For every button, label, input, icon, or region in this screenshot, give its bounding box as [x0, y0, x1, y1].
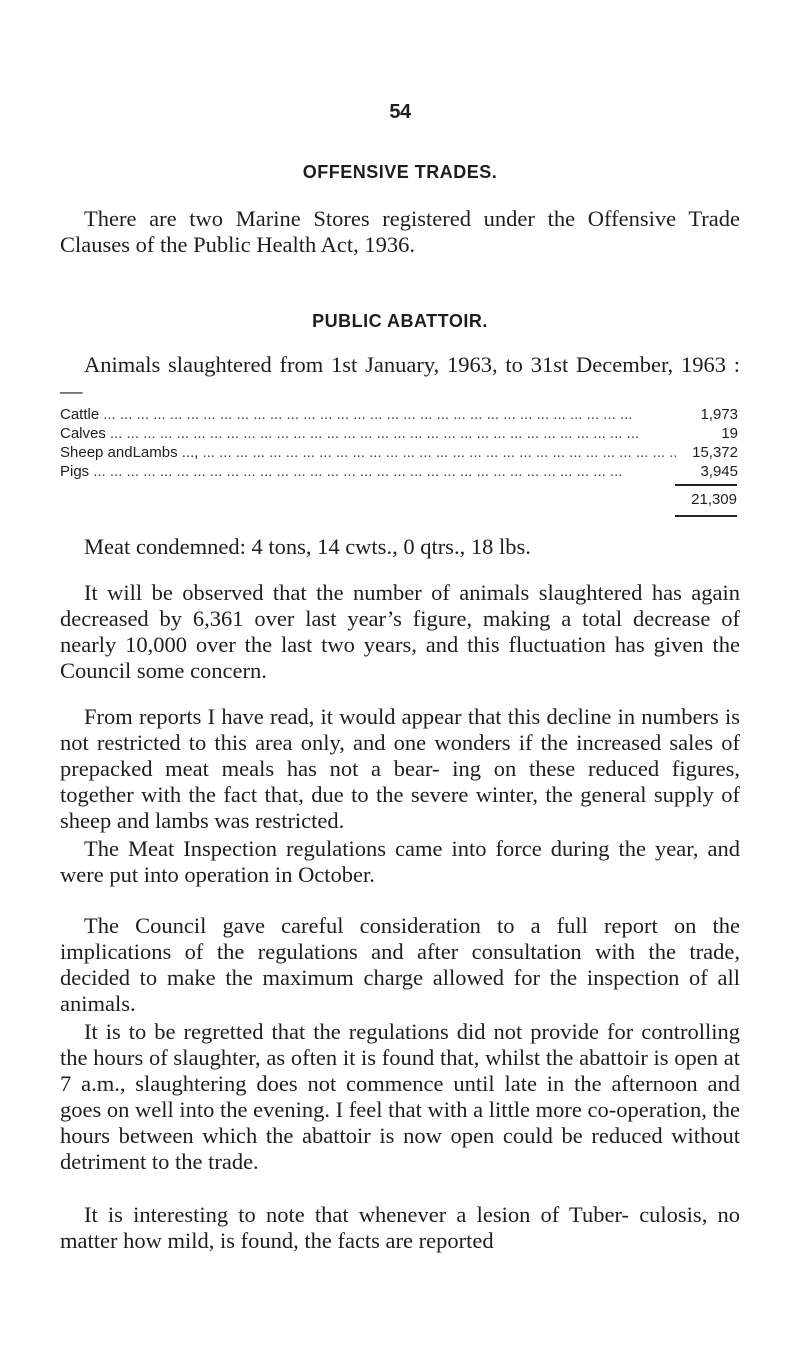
- meat-condemned: Meat condemned: 4 tons, 14 cwts., 0 qtrs., 18 lbs.: [84, 534, 531, 559]
- paragraph-decrease: It will be observed that the number of animals slaughtered has again decreased by 6,361 over last year’s figure, making a total decrease of nearly 10,000 over the last two years, and this fluctuation has given the Council some concern.: [60, 580, 740, 683]
- row-value: 1,973: [700, 406, 738, 423]
- table-row-cattle: [60, 405, 738, 424]
- paragraph-regulations: The Meat Inspection regulations came into force during the year, and were put into operation in October.: [60, 836, 740, 887]
- heading-offensive-trades: OFFENSIVE TRADES.: [302, 162, 498, 182]
- row-value: 19: [721, 425, 738, 442]
- paragraph-decline-reasons: From reports I have read, it would appear that this decline in numbers is not restricted to this area only, and one wonders if the increased sales of prepacked meat meals has not a bear- ing on these reduced figures, together with the fact that, due to the severe winter, the general supply of sheep and lambs was restricted.: [60, 704, 740, 833]
- row-label: Pigs: [60, 463, 90, 480]
- animals-intro: Animals slaughtered from 1st January, 1963, to 31st December, 1963 :—: [60, 352, 740, 403]
- paragraph-council-charge: The Council gave careful consideration to a full report on the implications of the regulations and after consultation with the trade, decided to make the maximum charge allowed for the inspection of all animals.: [60, 913, 740, 1016]
- table-total: 21,309: [691, 491, 737, 508]
- table-row-sheep-lambs: [60, 443, 738, 462]
- table-row-calves: [60, 424, 738, 443]
- total-rule-bottom: [675, 515, 737, 517]
- table-row-pigs: [60, 462, 738, 481]
- row-label: Sheep andLambs ...,: [60, 444, 199, 461]
- row-value: 3,945: [700, 463, 738, 480]
- dot-leader: [103, 405, 676, 424]
- intro-paragraph: There are two Marine Stores registered under the Offensive Trade Clauses of the Public Health Act, 1936.: [60, 206, 740, 257]
- total-rule-top: [675, 484, 737, 486]
- dot-leader: [110, 424, 676, 443]
- heading-public-abattoir: PUBLIC ABATTOIR.: [312, 311, 488, 331]
- page-number: 54: [389, 101, 411, 123]
- slaughter-table: [60, 405, 738, 481]
- dot-leader: [93, 462, 676, 481]
- row-value: 15,372: [692, 444, 738, 461]
- row-label: Calves: [60, 425, 106, 442]
- paragraph-slaughter-hours: It is to be regretted that the regulations did not provide for controlling the hours of slaughter, as often it is found that, whilst the abattoir is open at 7 a.m., slaughtering does not commence until late in the afternoon and goes on well into the evening. I feel that with a little more co-operation, the hours between which the abattoir is now open could be reduced without detriment to the trade.: [60, 1019, 740, 1174]
- dot-leader: [202, 443, 676, 462]
- row-label: Cattle: [60, 406, 100, 423]
- paragraph-tuberculosis: It is interesting to note that whenever a lesion of Tuber- culosis, no matter how mild, is found, the facts are reported: [60, 1202, 740, 1253]
